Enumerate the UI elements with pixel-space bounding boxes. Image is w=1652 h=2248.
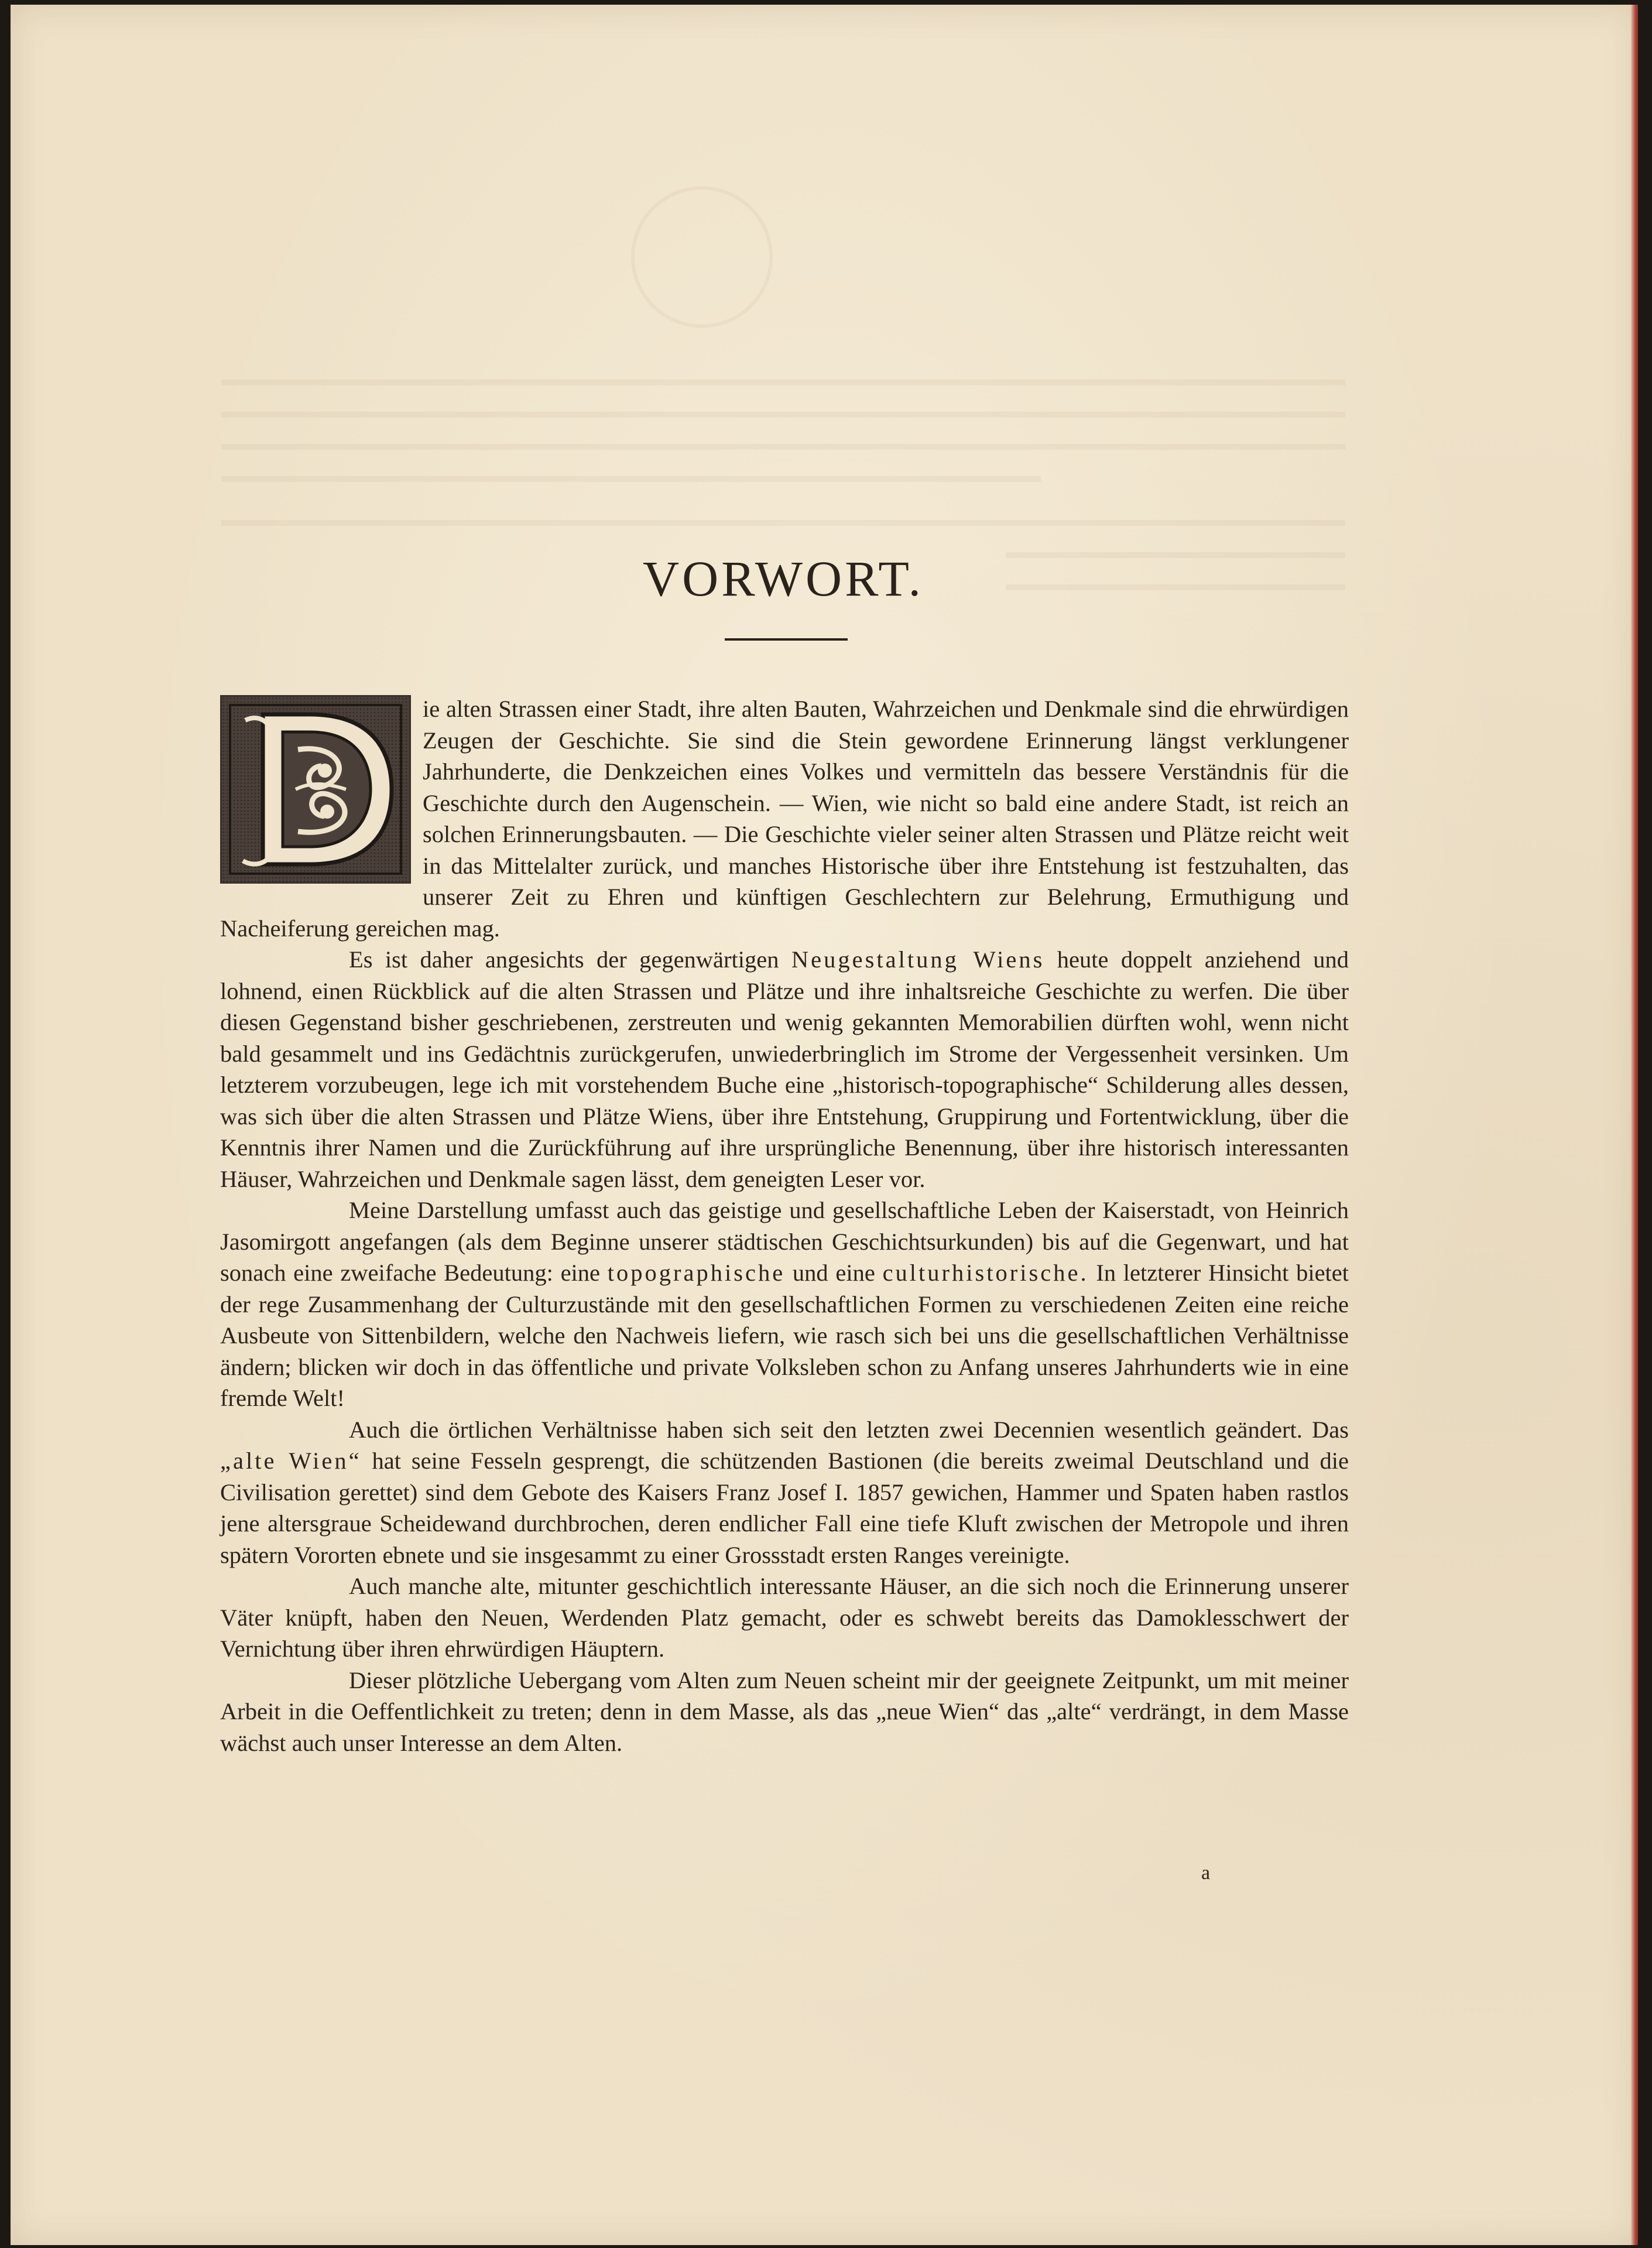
bleed-through-line [221, 379, 1345, 385]
emphasis-spaced: Neugestaltung Wiens [791, 946, 1045, 973]
bleed-through-line [221, 476, 1041, 482]
bleed-through-stamp [631, 186, 773, 328]
emphasis-spaced: topographische [607, 1260, 786, 1286]
page-title: VORWORT. [643, 550, 924, 607]
paragraph-5-text: Auch manche alte, mitunter geschichtlich interessante Häuser, an die sich noch die Erinnerung unserer Väter knüpft, haben den Neuen, Werdenden Platz gemacht, oder es schwebt bereits das Damoklesschwert der Vernichtung über ihren ehrwürdigen Häuptern. [220, 1573, 1349, 1662]
bleed-through-line [221, 412, 1345, 418]
decorative-initial [220, 695, 411, 884]
paragraph [220, 1414, 1349, 1571]
body-text [220, 693, 1349, 1758]
paragraph [220, 1570, 1349, 1665]
paragraph-3-text-a: Meine Darstellung umfasst auch das geistige und gesellschaftliche Leben der Kaiserstadt, von Heinrich Jasomirgott angefangen (als dem Beginne unserer städtischen Geschichtsurkunden) bis auf die Gegenwart, und hat sonach eine zweifache Bedeutung: eine [220, 1197, 1349, 1286]
initial-d-ornament-icon [222, 697, 409, 882]
paragraph [220, 944, 1349, 1195]
emphasis-spaced: culturhistorische. [882, 1260, 1089, 1286]
bleed-through-line [221, 444, 1345, 450]
paragraph [220, 1665, 1349, 1759]
signature-mark: a [1201, 1862, 1211, 1884]
page-edge [1631, 5, 1638, 2245]
book-page [11, 5, 1638, 2245]
paragraph [220, 693, 1349, 944]
title-divider [725, 638, 848, 641]
bleed-through-line [221, 520, 1345, 526]
paragraph-2-text-b: heute doppelt anziehend und lohnend, einen Rückblick auf die alten Strassen und Plätze und ihre inhaltsreiche Geschichte zu werfen. Die über diesen Gegenstand bisher geschriebenen, zerstreuten und wenig gekannten Memorabilien dürften wohl, wenn nicht bald gesammelt und ins Gedächtnis zurückgerufen, unwiederbringlich im Strome der Vergessenheit versinken. Um letzterem vorzubeugen, lege ich mit vorstehendem Buche eine „historisch-topographische“ Schilderung alles dessen, was sich über die alten Strassen und Plätze Wiens, über ihre Entstehung, Gruppirung und Fortentwicklung, über die Kenntnis ihrer Namen und die Zurückführung auf ihre ursprüngliche Benennung, über ihre historisch interessanten Häuser, Wahrzeichen und Denkmale sagen lässt, dem geneigten Leser vor. [220, 946, 1349, 1192]
paragraph-4-text-a: Auch die örtlichen Verhältnisse haben sich seit den letzten zwei Decennien wesentlich geändert. Das [349, 1416, 1349, 1443]
paragraph-6-text: Dieser plötzliche Uebergang vom Alten zum Neuen scheint mir der geeignete Zeitpunkt, um mit meiner Arbeit in die Oeffentlichkeit zu treten; denn in dem Masse, als das „neue Wien“ das „alte“ verdrängt, in dem Masse wächst auch unser Interesse an dem Alten. [220, 1667, 1349, 1756]
paragraph-4-text-b: hat seine Fesseln gesprengt, die schützenden Bastionen (die bereits zweimal Deutschland und die Civilisation gerettet) sind dem Gebote des Kaisers Franz Josef I. 1857 gewichen, Hammer und Spaten haben rastlos jene altersgraue Scheidewand durchbrochen, deren endlicher Fall eine tiefe Kluft zwischen der Metropole und ihren spätern Vororten ebnete und sie insgesammt zu einer Grossstadt ersten Ranges vereinigte. [220, 1448, 1349, 1568]
paragraph-3-text-b: und eine [792, 1260, 875, 1286]
paragraph-2-text-a: Es ist daher angesichts der gegenwärtigen [349, 946, 779, 973]
paragraph-1-text: ie alten Strassen einer Stadt, ihre alten Bauten, Wahrzeichen und Denkmale sind die ehrwürdigen Zeugen der Geschichte. Sie sind die Stein gewordene Erinnerung längst verklungener Jahrhunderte, die Denkzeichen eines Volkes und vermitteln das bessere Verständnis für die Geschichte durch den Augenschein. — Wien, wie nicht so bald eine andere Stadt, ist reich an solchen Erinnerungsbauten. — Die Geschichte vieler seiner alten Strassen und Plätze reicht weit in das Mittelalter zurück, und manches Historische über ihre Entstehung ist festzuhalten, das unserer Zeit zu Ehren und künftigen Geschlechtern zur Belehrung, Ermuthigung und Nacheiferung gereichen mag. [220, 696, 1349, 942]
paragraph-3-text-c: In letzterer Hinsicht bietet der rege Zusammenhang der Culturzustände mit den gesellschaftlichen Formen zu verschiedenen Zeiten eine reiche Ausbeute von Sittenbildern, welche den Nachweis liefern, wie rasch sich bei uns die gesellschaftlichen Verhältnisse ändern; blicken wir doch in das öffentliche und private Volksleben schon zu Anfang unseres Jahrhunderts wie in eine fremde Welt! [220, 1260, 1349, 1411]
emphasis-spaced: „alte Wien“ [220, 1448, 362, 1474]
paragraph [220, 1195, 1349, 1414]
